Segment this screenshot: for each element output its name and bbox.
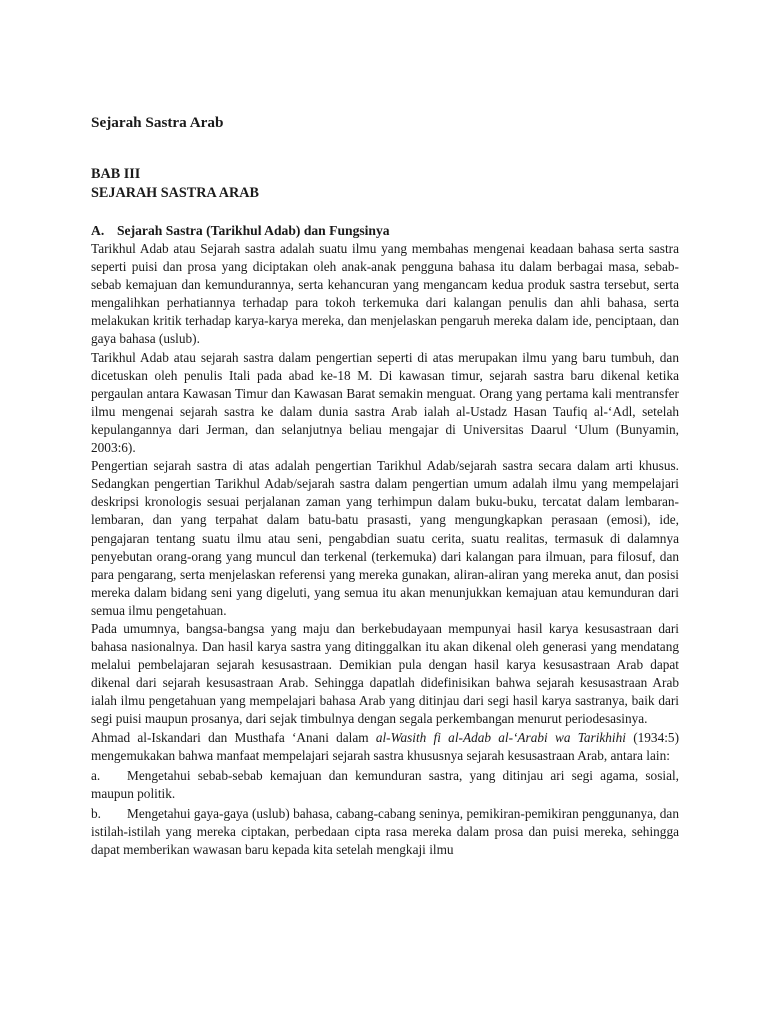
paragraph: Tarikhul Adab atau sejarah sastra dalam pengertian seperti di atas merupakan ilmu yang baru tumbuh, dan dicetuskan oleh penulis Itali pada abad ke-18 M. Di kawasan timur, sejarah sastra baru dikenal ketika pergaulan antara Kawasan Timur dan Kawasan Barat semakin menguat. Orang yang pertama kali mentransfer ilmu mengenai sejarah sastra ke dalam dunia sastra Arab ialah al-Ustadz Hasan Taufiq al-‘Adl, setelah kepulangannya dari Jerman, dan selanjutnya beliau mengajar di Universitas Daarul ‘Ulum (Bunyamin, 2003:6). [91,349,679,456]
list-item [91,805,679,859]
citation-text-after: (1934:5) mengemukakan bahwa manfaat mempelajari sejarah sastra khususnya sejarah kesusastraan Arab, antara lain: [91,729,680,763]
list-marker: b. [91,805,101,821]
paragraph: Tarikhul Adab atau Sejarah sastra adalah suatu ilmu yang membahas mengenai keadaan bahasa serta sastra seperti puisi dan prosa yang diciptakan oleh anak-anak pengguna bahasa itu dalam berbagai masa, sebab-sebab kemajuan dan kemundurannya, serta kehancuran yang mengancam kedua produk sastra tersebut, serta mengalihkan perhatiannya terhadap para tokoh terkemuka dari kalangan penulis dan ahli bahasa, serta melakukan kritik terhadap karya-karya mereka, dan menjelaskan pengaruh mereka dalam ide, penciptaan, dan gaya bahasa (uslub). [91,241,679,347]
section-number: A. [91,223,105,238]
document-title: Sejarah Sastra Arab [91,114,224,131]
citation-paragraph [91,729,679,765]
list-item-text: Mengetahui gaya-gaya (uslub) bahasa, cabang-cabang seninya, pemikiran-pemikiran penggunanya, dan istilah-istilah yang mereka ciptakan, perbedaan cipta rasa mereka dalam prosa dan puisi mereka, sehingga dapat memberikan wawasan baru kepada kita setelah mengkaji ilmu [91,805,679,858]
list-item-text: Mengetahui sebab-sebab kemajuan dan kemunduran sastra, yang ditinjau ari segi agama, sosial, maupun politik. [91,767,679,801]
document-page [91,113,679,859]
book-title: al-Wasith fi al-Adab al-‘Arabi wa Tarikhihi [375,729,626,745]
citation-text-before: Ahmad al-Iskandari dan Musthafa ‘Anani dalam [91,729,376,745]
chapter-title: SEJARAH SASTRA ARAB [91,185,259,201]
paragraph: Pada umumnya, bangsa-bangsa yang maju dan berkebudayaan mempunyai hasil karya kesusastraan dari bahasa nasionalnya. Dan hasil karya sastra yang ditinggalkan itu akan dikenal oleh generasi yang mendatang melalui pembelajaran sejarah kesusastraan. Demikian pula dengan hasil karya kesusastraan Arab dapat dikenal dari sejarah kesusastraan Arab. Sehingga dapatlah didefinisikan bahwa sejarah kesusastraan Arab ialah ilmu pengetahuan yang mempelajari bahasa Arab yang ditinjau dari segi hasil karya sastranya, baik dari segi puisi maupun prosanya, dari sejak timbulnya dengan segala perkembangan menurut periodesasinya. [91,620,679,727]
list-marker: a. [91,767,101,783]
chapter-number: BAB III [91,166,141,182]
list-item [91,767,679,803]
paragraph: Pengertian sejarah sastra di atas adalah pengertian Tarikhul Adab/sejarah sastra secara dalam arti khusus. Sedangkan pengertian Tarikhul Adab/sejarah sastra dalam pengertian umum adalah ilmu yang mempelajari deskripsi kronologis sesuai perjalanan zaman yang terhimpun dalam buku-buku, tercatat dalam lembaran-lembaran, dan yang terpahat dalam batu-batu prasasti, yang mengungkapkan perasaan (emosi), ide, pengajaran tentang suatu ilmu atau seni, pengabdian suatu cerita, suatu realitas, termasuk di dalamnya penyebutan orang-orang yang muncul dan terkenal (terkemuka) dari kalangan para ilmuan, para filosuf, dan para pengarang, serta menjelaskan referensi yang mereka gunakan, aliran-aliran yang mereka anut, dan posisi mereka dalam bidang seni yang digeluti, yang semua itu akan menunjukkan kemajuan atau kemunduran dari semua ilmu pengetahuan. [91,458,679,618]
section-heading [91,222,679,240]
chapter-heading [91,165,679,203]
section-title: Sejarah Sastra (Tarikhul Adab) dan Fungsinya [117,223,390,238]
